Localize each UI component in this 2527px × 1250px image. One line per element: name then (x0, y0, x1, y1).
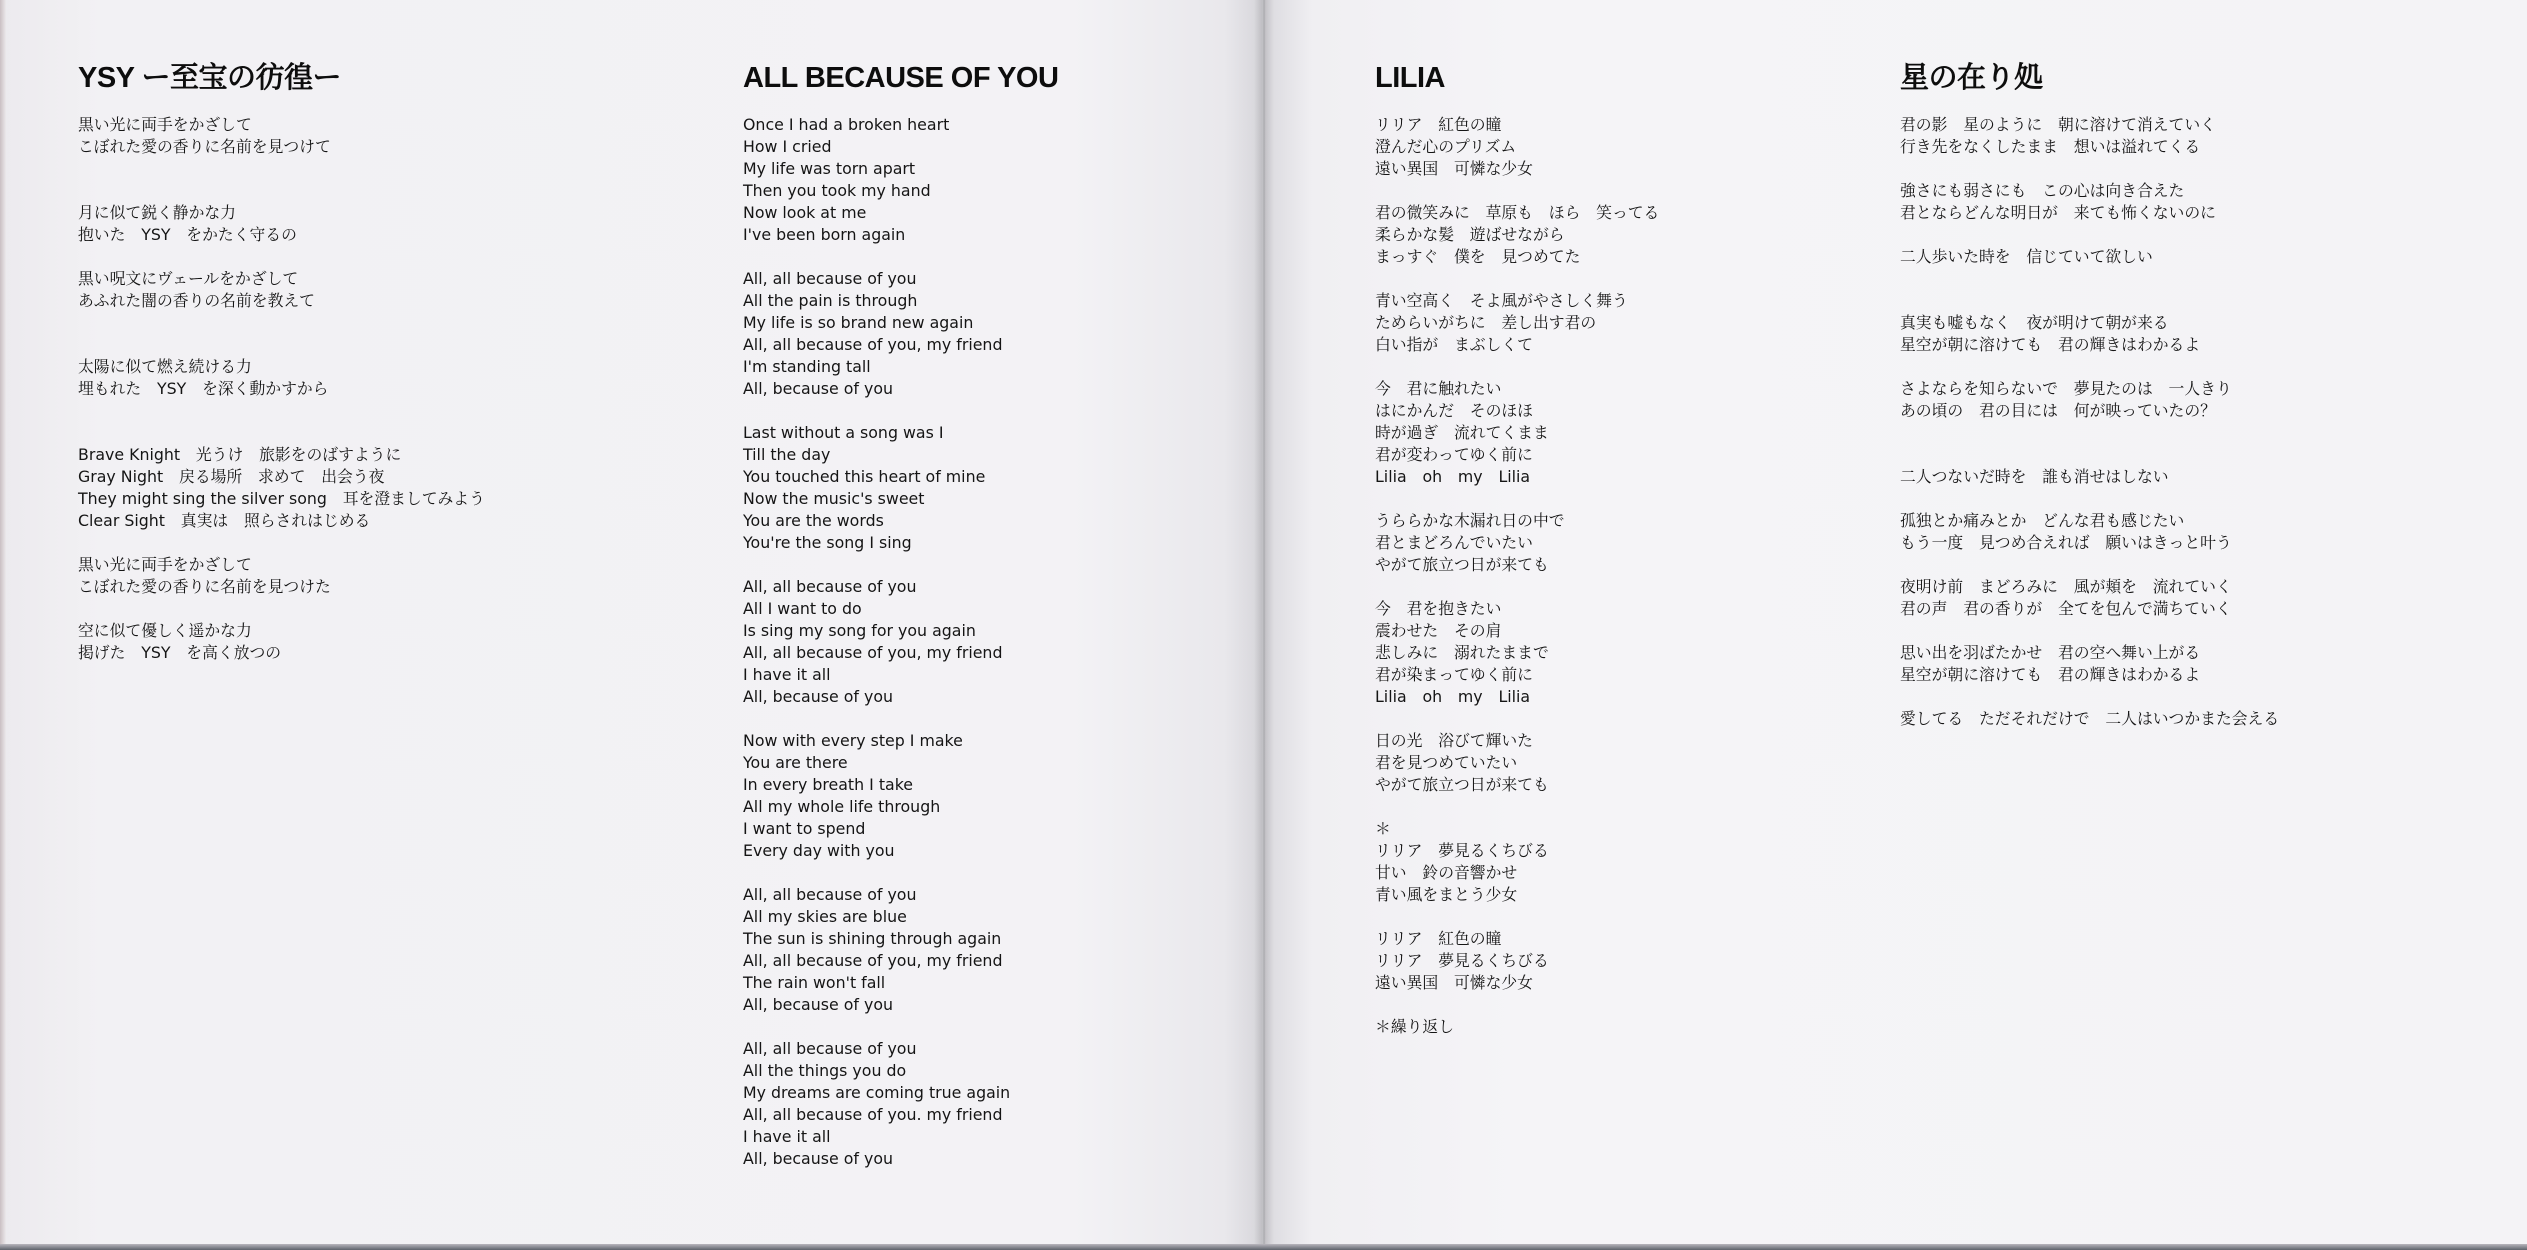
lyric-line: My dreams are coming true again (743, 1083, 1011, 1102)
page-edge (0, 0, 6, 1248)
lyric-line: Every day with you (743, 841, 895, 860)
stanza (1900, 510, 2279, 554)
lyric-line: 君とならどんな明日が 来ても怖くないのに (1900, 203, 2216, 222)
stanza-gap (78, 158, 485, 202)
lyric-line: ためらいがちに 差し出す君の (1375, 313, 1597, 332)
song-ysy (78, 58, 485, 664)
stanza-gap (78, 400, 485, 444)
lyrics (1375, 114, 1659, 1038)
stanza-gap (78, 532, 485, 554)
stanza (743, 1038, 1058, 1170)
stanza (743, 268, 1058, 400)
lyric-line: You're the song I sing (743, 533, 912, 552)
lyric-line: The sun is shining through again (743, 929, 1002, 948)
stanza (78, 268, 485, 312)
stanza (1900, 378, 2279, 422)
stanza-gap (1375, 994, 1659, 1016)
lyric-line: リリア 紅色の瞳 (1375, 115, 1502, 134)
lyric-line: 柔らかな髪 遊ばせながら (1375, 225, 1565, 244)
stanza-gap (1900, 554, 2279, 576)
stanza-gap (1375, 180, 1659, 202)
lyric-line: 抱いた YSY をかたく守るの (78, 225, 297, 244)
lyric-line: 二人歩いた時を 信じていて欲しい (1900, 247, 2153, 266)
lyric-line: All, all because of you (743, 1039, 917, 1058)
stanza-gap (743, 708, 1058, 730)
stanza-gap (1900, 158, 2279, 180)
stanza (1375, 818, 1659, 906)
stanza (1900, 180, 2279, 224)
lyric-line: やがて旅立つ日が来ても (1375, 555, 1549, 574)
lyric-line: I want to spend (743, 819, 866, 838)
booklet-spine (1254, 0, 1274, 1248)
stanza (743, 884, 1058, 1016)
lyric-line: 青い風をまとう少女 (1375, 885, 1518, 904)
stanza (1900, 246, 2279, 268)
lyrics (743, 114, 1058, 1170)
scanner-bed-edge (0, 1244, 2527, 1250)
lyric-line: 思い出を羽ばたかせ 君の空へ舞い上がる (1900, 643, 2201, 662)
lyric-line: My life is so brand new again (743, 313, 974, 332)
lyric-line: Last without a song was I (743, 423, 944, 442)
stanza (1900, 312, 2279, 356)
lyric-line: 日の光 浴びて輝いた (1375, 731, 1533, 750)
lyric-line: All I want to do (743, 599, 862, 618)
lyric-line: My life was torn apart (743, 159, 916, 178)
lyric-line: 澄んだ心のプリズム (1375, 137, 1517, 156)
lyric-line: 星空が朝に溶けても 君の輝きはわかるよ (1900, 665, 2201, 684)
lyric-line: You are the words (743, 511, 884, 530)
stanza (743, 114, 1058, 246)
stanza-gap (1375, 906, 1659, 928)
stanza-gap (1375, 576, 1659, 598)
lyric-line: How I cried (743, 137, 832, 156)
lyric-line: 甘い 鈴の音響かせ (1375, 863, 1518, 882)
lyric-line: こぼれた愛の香りに名前を見つけて (78, 137, 331, 156)
lyric-line: 青い空高く そよ風がやさしく舞う (1375, 291, 1628, 310)
lyric-line: 月に似て鋭く静かな力 (78, 203, 236, 222)
lyric-line: All the things you do (743, 1061, 907, 1080)
stanza-gap (1375, 268, 1659, 290)
stanza (1375, 1016, 1659, 1038)
lyric-line: You are there (743, 753, 848, 772)
lyric-line: All, all because of you (743, 885, 917, 904)
stanza-gap (78, 598, 485, 620)
lyric-line: こぼれた愛の香りに名前を見つけた (78, 577, 331, 596)
lyric-line: 悲しみに 溺れたままで (1375, 643, 1549, 662)
lyric-line: 今 君に触れたい (1375, 379, 1502, 398)
lyric-line: 掲げた YSY を高く放つの (78, 643, 282, 662)
lyric-line: Is sing my song for you again (743, 621, 976, 640)
lyric-line: All, all because of you, my friend (743, 951, 1003, 970)
lyric-line: 君の影 星のように 朝に溶けて消えていく (1900, 115, 2216, 134)
lyric-line: さよならを知らないで 夢見たのは 一人きり (1900, 379, 2232, 398)
lyric-line: 行き先をなくしたまま 想いは溢れてくる (1900, 137, 2201, 156)
lyric-line: リリア 夢見るくちびる (1375, 951, 1549, 970)
lyric-line: 太陽に似て燃え続ける力 (78, 357, 252, 376)
lyric-line: Lilia oh my Lilia (1375, 687, 1531, 706)
stanza-gap (743, 554, 1058, 576)
lyrics (1900, 114, 2279, 730)
stanza-gap (1900, 686, 2279, 708)
stanza (1900, 642, 2279, 686)
lyric-line: うららかな木漏れ日の中で (1375, 511, 1565, 530)
lyric-line: All, because of you (743, 1149, 893, 1168)
lyric-line: I'm standing tall (743, 357, 871, 376)
stanza (1375, 730, 1659, 796)
lyric-line: 真実も嘘もなく 夜が明けて朝が来る (1900, 313, 2169, 332)
lyric-line: はにかんだ そのほほ (1375, 401, 1533, 420)
lyric-line: Then you took my hand (743, 181, 931, 200)
lyric-line: 君とまどろんでいたい (1375, 533, 1533, 552)
lyric-line: リリア 紅色の瞳 (1375, 929, 1502, 948)
lyric-line: 星空が朝に溶けても 君の輝きはわかるよ (1900, 335, 2201, 354)
lyric-line: やがて旅立つ日が来ても (1375, 775, 1549, 794)
stanza (1375, 202, 1659, 268)
lyric-line: All, all because of you (743, 269, 917, 288)
stanza-gap (1900, 268, 2279, 312)
lyric-line: 震わせた その肩 (1375, 621, 1502, 640)
stanza-gap (1900, 488, 2279, 510)
song-title: 星の在り処 (1900, 62, 2043, 94)
stanza-gap (1375, 488, 1659, 510)
stanza (78, 356, 485, 400)
lyric-line: 君が染まってゆく前に (1375, 665, 1533, 684)
lyric-line: All, because of you (743, 379, 893, 398)
lyric-line: あの頃の 君の目には 何が映っていたの？ (1900, 401, 2216, 420)
lyric-line: ＊繰り返し (1375, 1017, 1454, 1036)
stanza (1900, 466, 2279, 488)
lyric-line: Brave Knight 光うけ 旅影をのばすように (78, 445, 402, 464)
lyric-line: 君が変わってゆく前に (1375, 445, 1533, 464)
lyric-line: Now look at me (743, 203, 867, 222)
stanza-gap (1900, 224, 2279, 246)
lyric-line: All my skies are blue (743, 907, 907, 926)
stanza (1375, 598, 1659, 708)
lyric-line: 遠い異国 可憐な少女 (1375, 159, 1533, 178)
song-title: YSY ー至宝の彷徨ー (78, 62, 342, 94)
stanza (78, 554, 485, 598)
lyric-line: 遠い異国 可憐な少女 (1375, 973, 1533, 992)
song-hoshi-no-arika (1900, 58, 2279, 730)
stanza (1375, 378, 1659, 488)
stanza (1375, 928, 1659, 994)
stanza (743, 730, 1058, 862)
lyric-line: All my whole life through (743, 797, 941, 816)
lyric-line: Clear Sight 真実は 照らされはじめる (78, 511, 371, 530)
lyric-line: Till the day (743, 445, 831, 464)
lyric-line: 夜明け前 まどろみに 風が頬を 流れていく (1900, 577, 2232, 596)
lyric-line: リリア 夢見るくちびる (1375, 841, 1549, 860)
lyric-line: Lilia oh my Lilia (1375, 467, 1531, 486)
stanza (1900, 114, 2279, 158)
lyrics (78, 114, 485, 664)
lyric-line: Gray Night 戻る場所 求めて 出会う夜 (78, 467, 385, 486)
lyric-line: 黒い光に両手をかざして (78, 555, 252, 574)
lyric-line: You touched this heart of mine (743, 467, 986, 486)
stanza (1375, 290, 1659, 356)
lyric-line: もう一度 見つめ合えれば 願いはきっと叶う (1900, 533, 2232, 552)
lyric-line: All, all because of you, my friend (743, 335, 1003, 354)
song-all-because-of-you (743, 58, 1058, 1170)
lyric-line: I have it all (743, 665, 831, 684)
stanza (743, 576, 1058, 708)
stanza-gap (743, 400, 1058, 422)
lyric-line: 強さにも弱さにも この心は向き合えた (1900, 181, 2185, 200)
stanza (78, 202, 485, 246)
lyric-line: あふれた闇の香りの名前を教えて (78, 291, 315, 310)
lyric-line: 埋もれた YSY を深く動かすから (78, 379, 329, 398)
lyric-line: 愛してる ただそれだけで 二人はいつかまた会える (1900, 709, 2280, 728)
song-lilia (1375, 58, 1659, 1038)
lyric-line: All, all because of you, my friend (743, 643, 1003, 662)
lyric-line: ＊ (1375, 819, 1391, 838)
lyric-line: 君の微笑みに 草原も ほら 笑ってる (1375, 203, 1660, 222)
stanza (743, 422, 1058, 554)
song-title: ALL BECAUSE OF YOU (743, 62, 1059, 94)
lyric-line: All, all because of you. my friend (743, 1105, 1003, 1124)
lyric-line: I have it all (743, 1127, 831, 1146)
stanza-gap (743, 246, 1058, 268)
song-title: LILIA (1375, 62, 1445, 94)
stanza-gap (78, 246, 485, 268)
lyric-line: All, because of you (743, 995, 893, 1014)
lyric-line: まっすぐ 僕を 見つめてた (1375, 247, 1581, 266)
stanza (78, 620, 485, 664)
lyric-line: 二人つないだ時を 誰も消せはしない (1900, 467, 2169, 486)
lyric-line: 今 君を抱きたい (1375, 599, 1502, 618)
stanza (1900, 708, 2279, 730)
lyric-line: 黒い呪文にヴェールをかざして (78, 269, 299, 288)
lyric-line: Now with every step I make (743, 731, 963, 750)
stanza (1375, 114, 1659, 180)
lyric-line: 空に似て優しく遥かな力 (78, 621, 252, 640)
lyric-line: 孤独とか痛みとか どんな君も感じたい (1900, 511, 2185, 530)
lyric-line: All, because of you (743, 687, 893, 706)
lyric-line: 白い指が まぶしくて (1375, 335, 1533, 354)
lyric-line: I've been born again (743, 225, 906, 244)
stanza (78, 444, 485, 532)
lyric-line: All, all because of you (743, 577, 917, 596)
lyric-line: 君を見つめていたい (1375, 753, 1518, 772)
stanza-gap (743, 1016, 1058, 1038)
lyric-line: Once I had a broken heart (743, 115, 950, 134)
lyric-line: 君の声 君の香りが 全てを包んで満ちていく (1900, 599, 2232, 618)
lyric-line: They might sing the silver song 耳を澄ましてみよう (78, 489, 485, 508)
lyric-line: The rain won't fall (743, 973, 886, 992)
lyric-line: All the pain is through (743, 291, 918, 310)
stanza (78, 114, 485, 158)
stanza-gap (1375, 356, 1659, 378)
stanza-gap (78, 312, 485, 356)
stanza-gap (1375, 708, 1659, 730)
stanza (1375, 510, 1659, 576)
stanza-gap (1900, 422, 2279, 466)
stanza (1900, 576, 2279, 620)
stanza-gap (1900, 620, 2279, 642)
lyric-line: 黒い光に両手をかざして (78, 115, 252, 134)
lyric-line: In every breath I take (743, 775, 914, 794)
stanza-gap (1900, 356, 2279, 378)
lyric-line: Now the music's sweet (743, 489, 925, 508)
stanza-gap (743, 862, 1058, 884)
lyric-line: 時が過ぎ 流れてくまま (1375, 423, 1549, 442)
stanza-gap (1375, 796, 1659, 818)
